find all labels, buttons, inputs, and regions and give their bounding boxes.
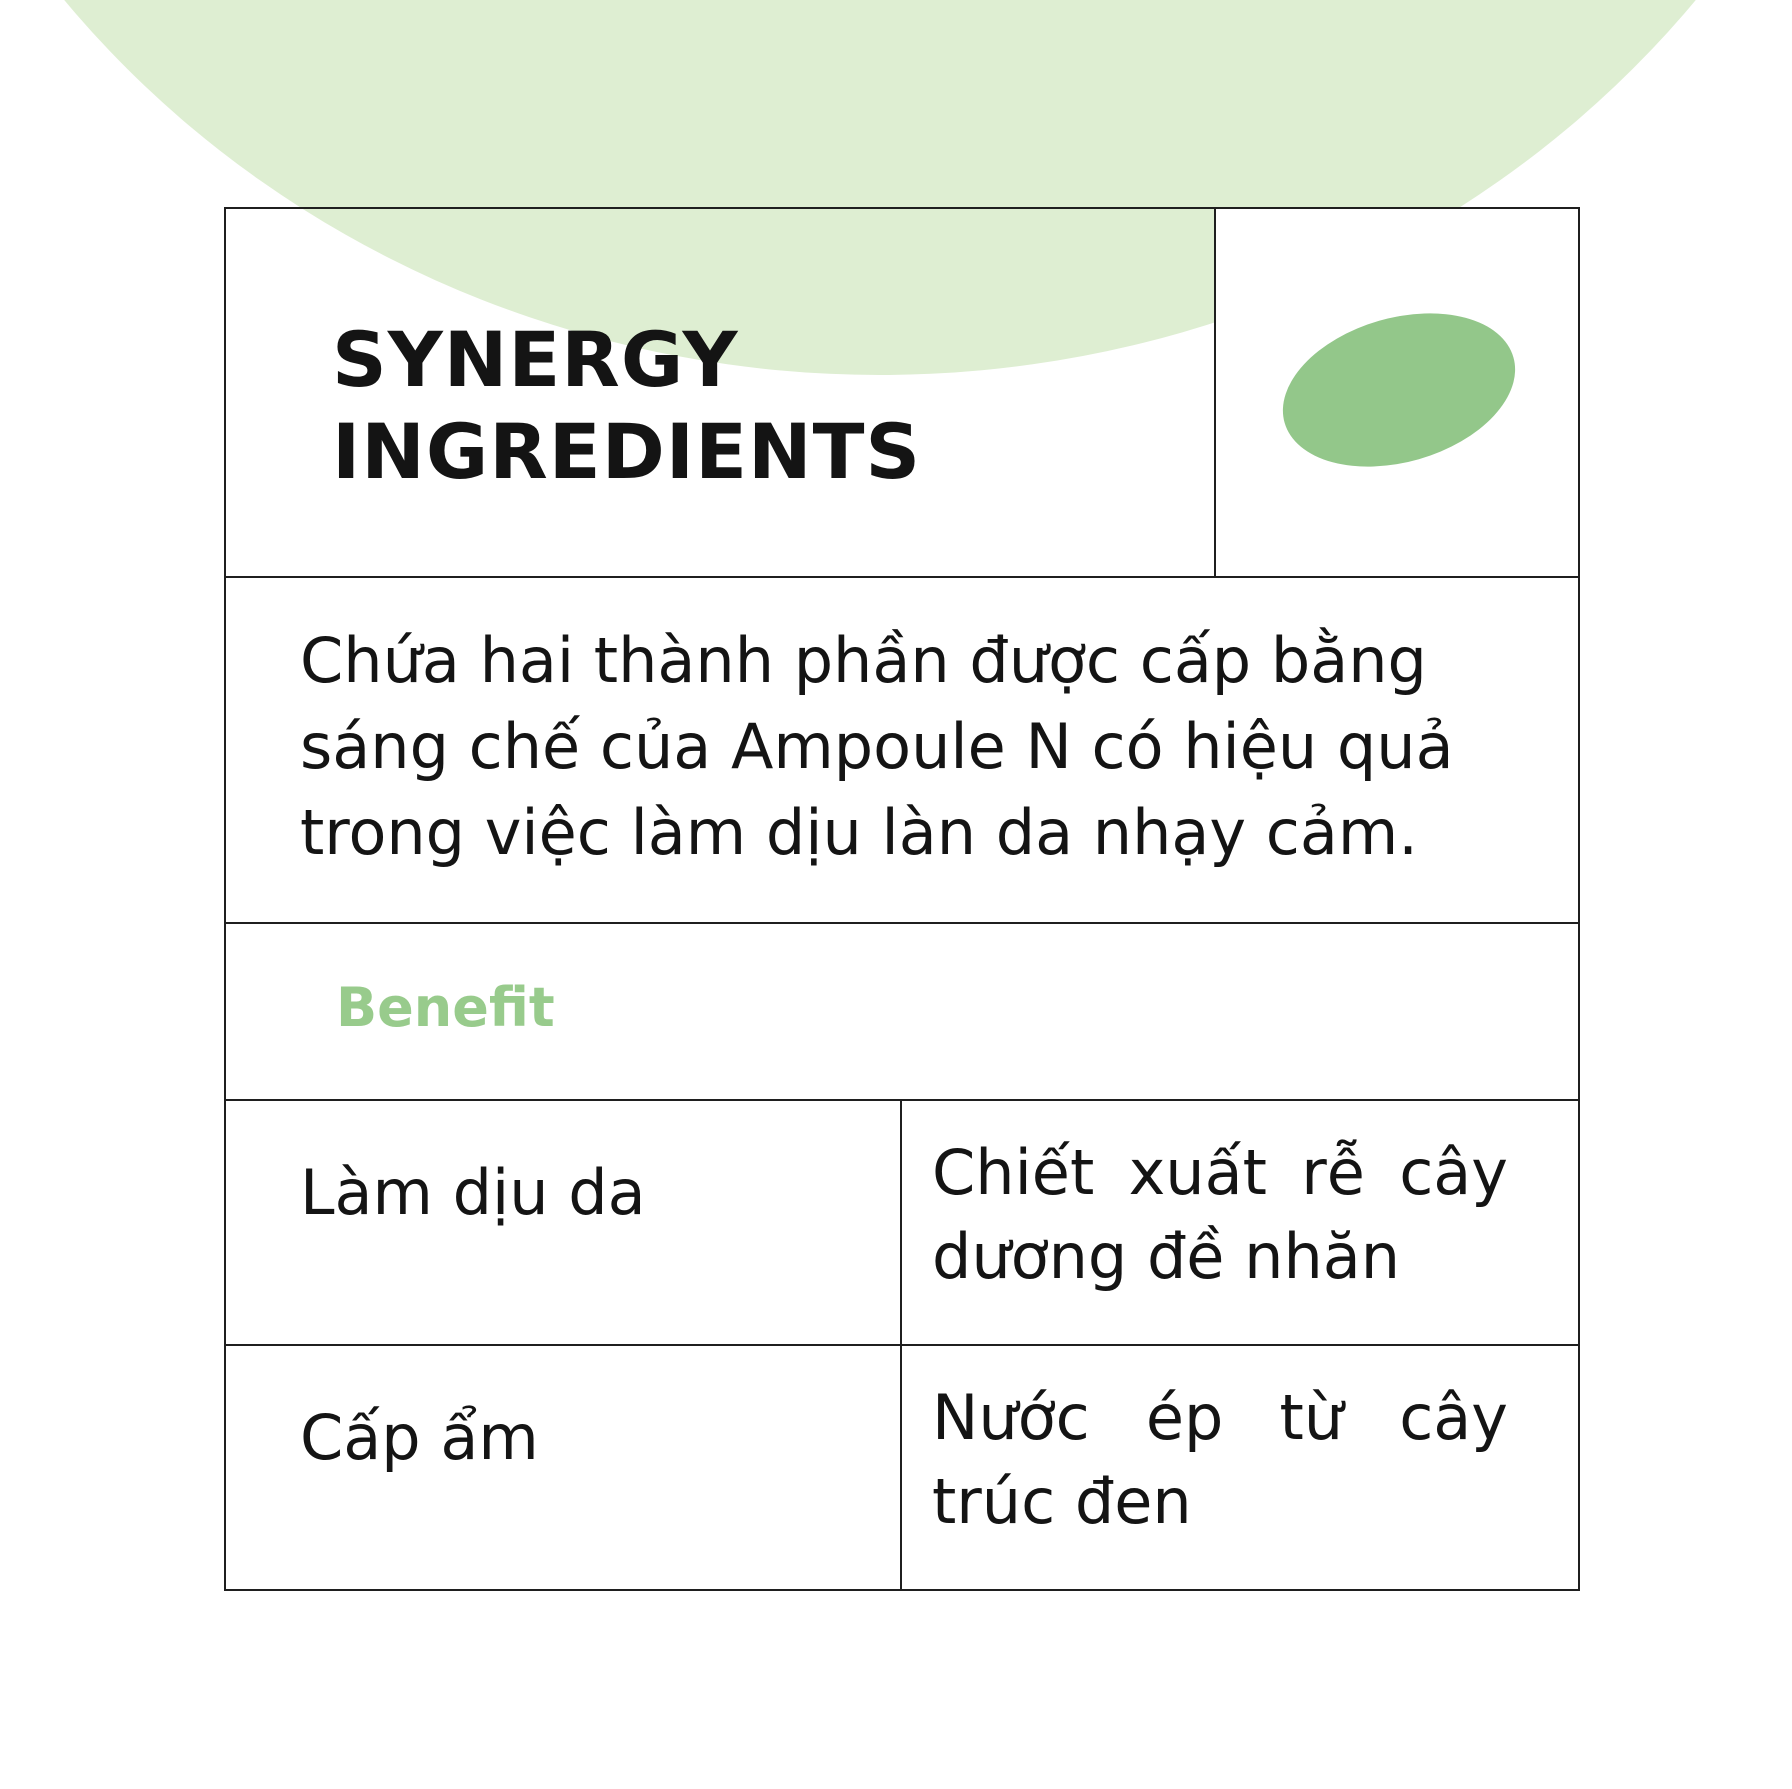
title-cell: [226, 209, 1216, 576]
benefit-label: Benefit: [336, 976, 555, 1039]
benefit-header-row: [226, 922, 1578, 1099]
ingredient-cell: [902, 1346, 1578, 1589]
ingredient-cell: [902, 1101, 1578, 1344]
benefit-text: Làm dịu da: [300, 1156, 646, 1229]
ingredients-card: [224, 207, 1580, 1591]
table-row: [226, 1344, 1578, 1589]
decoration-cell: [1216, 209, 1578, 576]
benefit-cell: [226, 1346, 902, 1589]
green-leaf-oval-icon: [1265, 288, 1533, 492]
title-line-2: INGREDIENTS: [332, 407, 922, 496]
benefit-cell: [226, 1101, 902, 1344]
ingredient-text: Chiết xuất rễ cây dương đề nhăn: [932, 1136, 1508, 1293]
title: [332, 314, 921, 498]
header-row: [226, 209, 1578, 576]
title-line-1: SYNERGY: [332, 315, 739, 404]
table-row: [226, 1099, 1578, 1344]
ingredient-text: Nước ép từ cây trúc đen: [932, 1381, 1508, 1538]
description-row: [226, 576, 1578, 922]
description-text: Chứa hai thành phần được cấp bằng sáng chế của Ampoule N có hiệu quả trong việc làm dịu làn da nhạy cảm.: [300, 624, 1454, 869]
benefit-text: Cấp ẩm: [300, 1401, 539, 1474]
